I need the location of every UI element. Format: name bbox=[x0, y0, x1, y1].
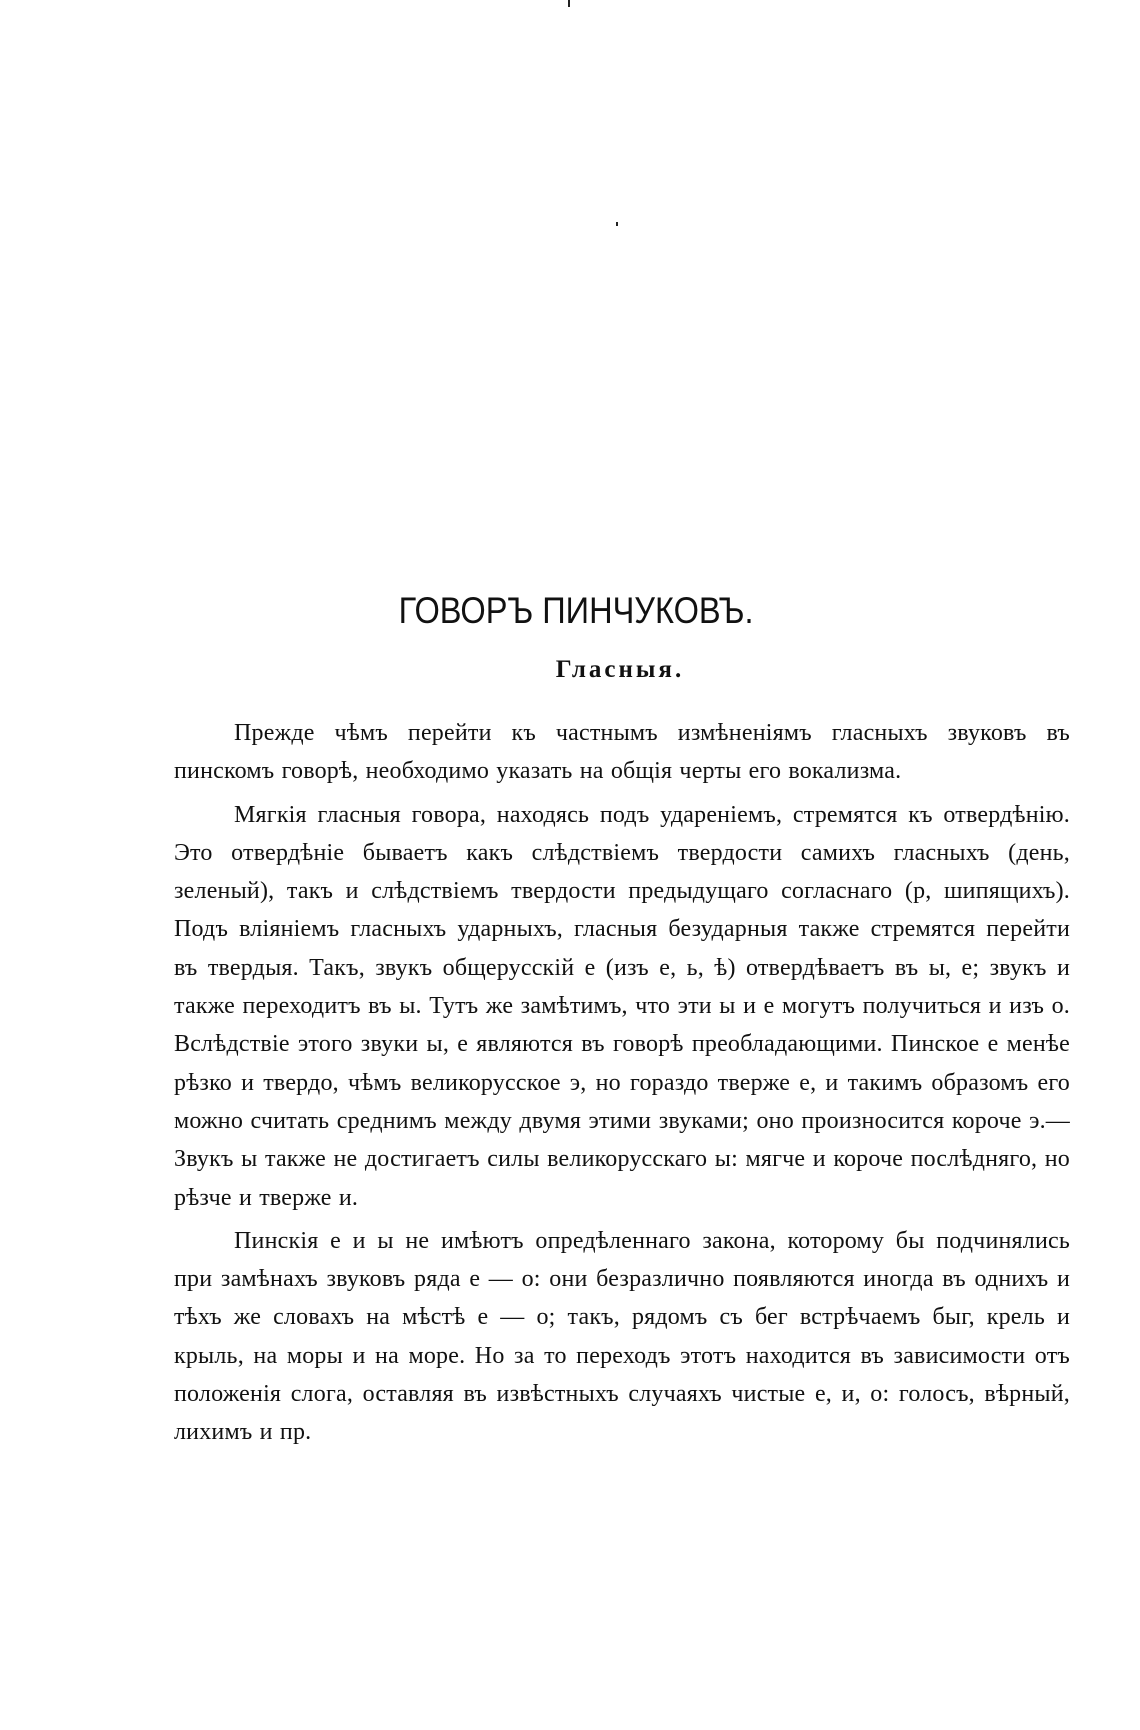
section-heading: Гласныя. bbox=[555, 656, 685, 683]
paragraph-2: Мягкія гласныя говора, находясь подъ удареніемъ, стремятся къ отвердѣнію. Это отвердѣніе бываетъ какъ слѣдствіемъ твердости самихъ гласныхъ (день, зеленый), такъ и слѣдствіемъ твердости предыдущаго согласнаго (р, шипящихъ). Подъ вліяніемъ гласныхъ ударныхъ, гласныя безударныя также стремятся перейти въ твердыя. Такъ, звукъ общерусскій е (изъ е, ь, ѣ) отвердѣваетъ въ ы, е; звукъ и также переходитъ въ ы. Тутъ же замѣтимъ, что эти ы и е могутъ получиться и изъ о. Вслѣдствіе этого звуки ы, е являются въ говорѣ преобладающими. Пинское е менѣе рѣзко и твердо, чѣмъ великорусское э, но гораздо тверже е, и такимъ образомъ его можно считать среднимъ между двумя этими звуками; оно произносится короче э.—Звукъ ы также не достигаетъ силы великорусскаго ы: мягче и короче послѣдняго, но рѣзче и тверже и. bbox=[174, 801, 1070, 1211]
ink-speck-middle bbox=[616, 222, 618, 226]
paragraph-1: Прежде чѣмъ перейти къ частнымъ измѣненіямъ гласныхъ звуковъ въ пинскомъ говорѣ, необходимо указать на общія черты его вокализма. bbox=[174, 720, 1070, 785]
paragraph-3: Пинскія е и ы не имѣютъ опредѣленнаго закона, которому бы подчинялись при замѣнахъ звуковъ ряда е — о: они безразлично появляются иногда въ однихъ и тѣхъ же словахъ на мѣстѣ е — о; такъ, рядомъ съ бег встрѣчаемъ быг, крель и крыль, на моры и на море. Но за то переходъ этотъ находится въ зависимости отъ положенія слога, оставляя въ извѣстныхъ случаяхъ чистые е, и, о: голосъ, вѣрный, лихимъ и пр. bbox=[174, 1227, 1070, 1446]
page-title: ГОВОРЪ ПИНЧУКОВЪ. bbox=[398, 590, 754, 631]
body-text bbox=[174, 714, 1070, 1452]
ink-speck-top bbox=[568, 0, 570, 7]
